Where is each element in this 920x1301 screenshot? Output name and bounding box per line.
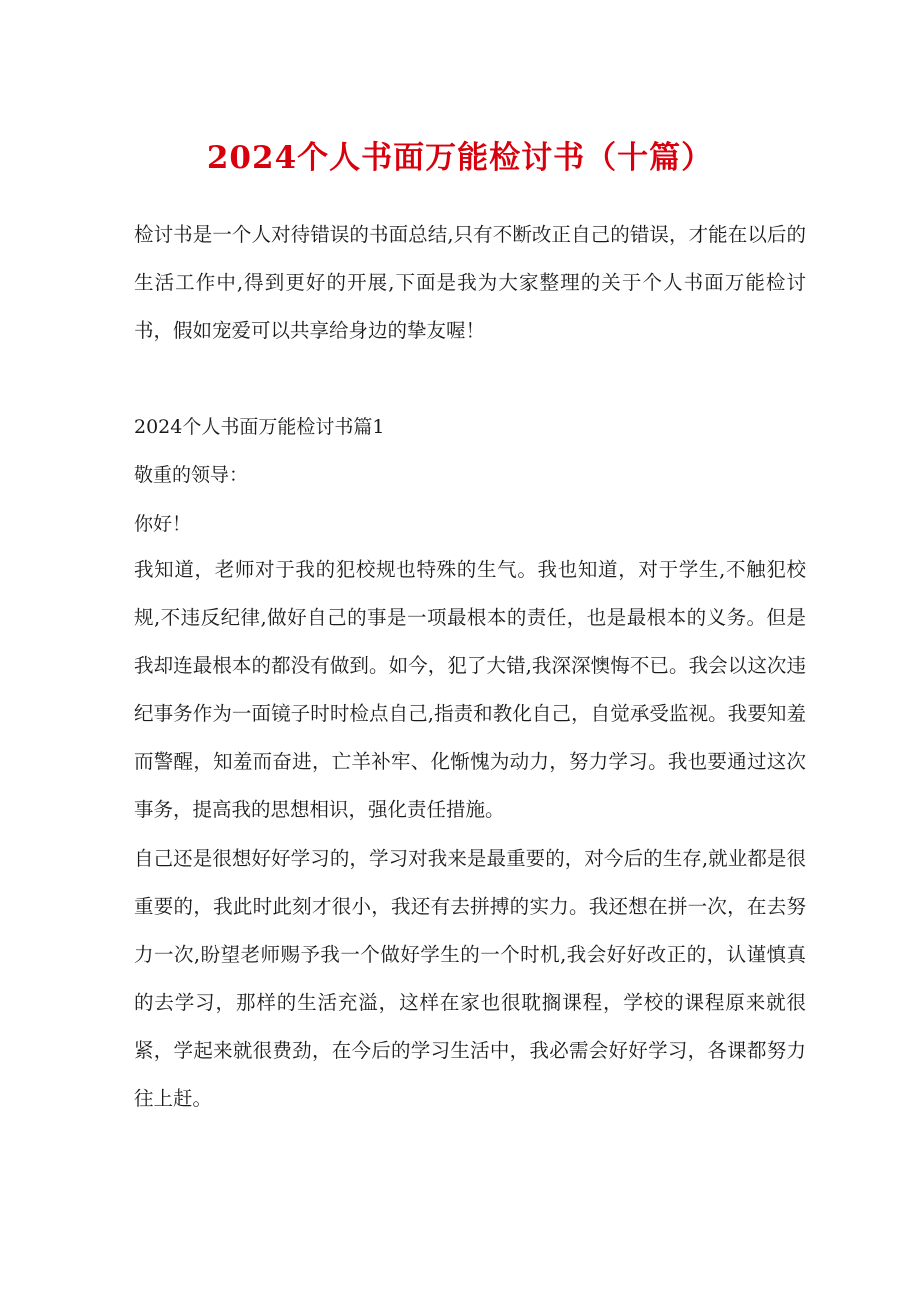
body-paragraph: 我知道，老师对于我的犯校规也特殊的生气。我也知道，对于学生,不触犯校规,不违反纪律,做好自己的事是一项最根本的责任，也是最根本的义务。但是我却连最根本的都没有做到。如今，犯了大错,我深深懊悔不已。我会以这次违纪事务作为一面镜子时时检点自己,指责和教化自己，自觉承受监视。我要知羞而警醒，知羞而奋进，亡羊补牢、化惭愧为动力，努力学习。我也要通过这次事务，提高我的思想相识，强化责任措施。 xyxy=(134,558,806,821)
body-paragraph: 自己还是很想好好学习的，学习对我来是最重要的，对今后的生存,就业都是很重要的，我此时此刻才很小，我还有去拼搏的实力。我还想在拼一次，在去努力一次,盼望老师赐予我一个做好学生的一个时机,我会好好改正的，认谨慎真的去学习，那样的生活充溢，这样在家也很耽搁课程，学校的课程原来就很紧，学起来就很费劲，在今后的学习生活中，我必需会好好学习，各课都努力往上赶。 xyxy=(134,847,806,1110)
intro-paragraph: 检讨书是一个人对待错误的书面总结,只有不断改正自己的错误，才能在以后的生活工作中,得到更好的开展,下面是我为大家整理的关于个人书面万能检讨书，假如宠爱可以共享给身边的挚友喔！ xyxy=(134,223,806,342)
section-heading: 2024个人书面万能检讨书篇1 xyxy=(134,416,385,438)
salutation: 敬重的领导： xyxy=(134,464,249,486)
document-title: 2024个人书面万能检讨书（十篇） xyxy=(206,140,714,176)
greeting: 你好！ xyxy=(134,513,192,535)
